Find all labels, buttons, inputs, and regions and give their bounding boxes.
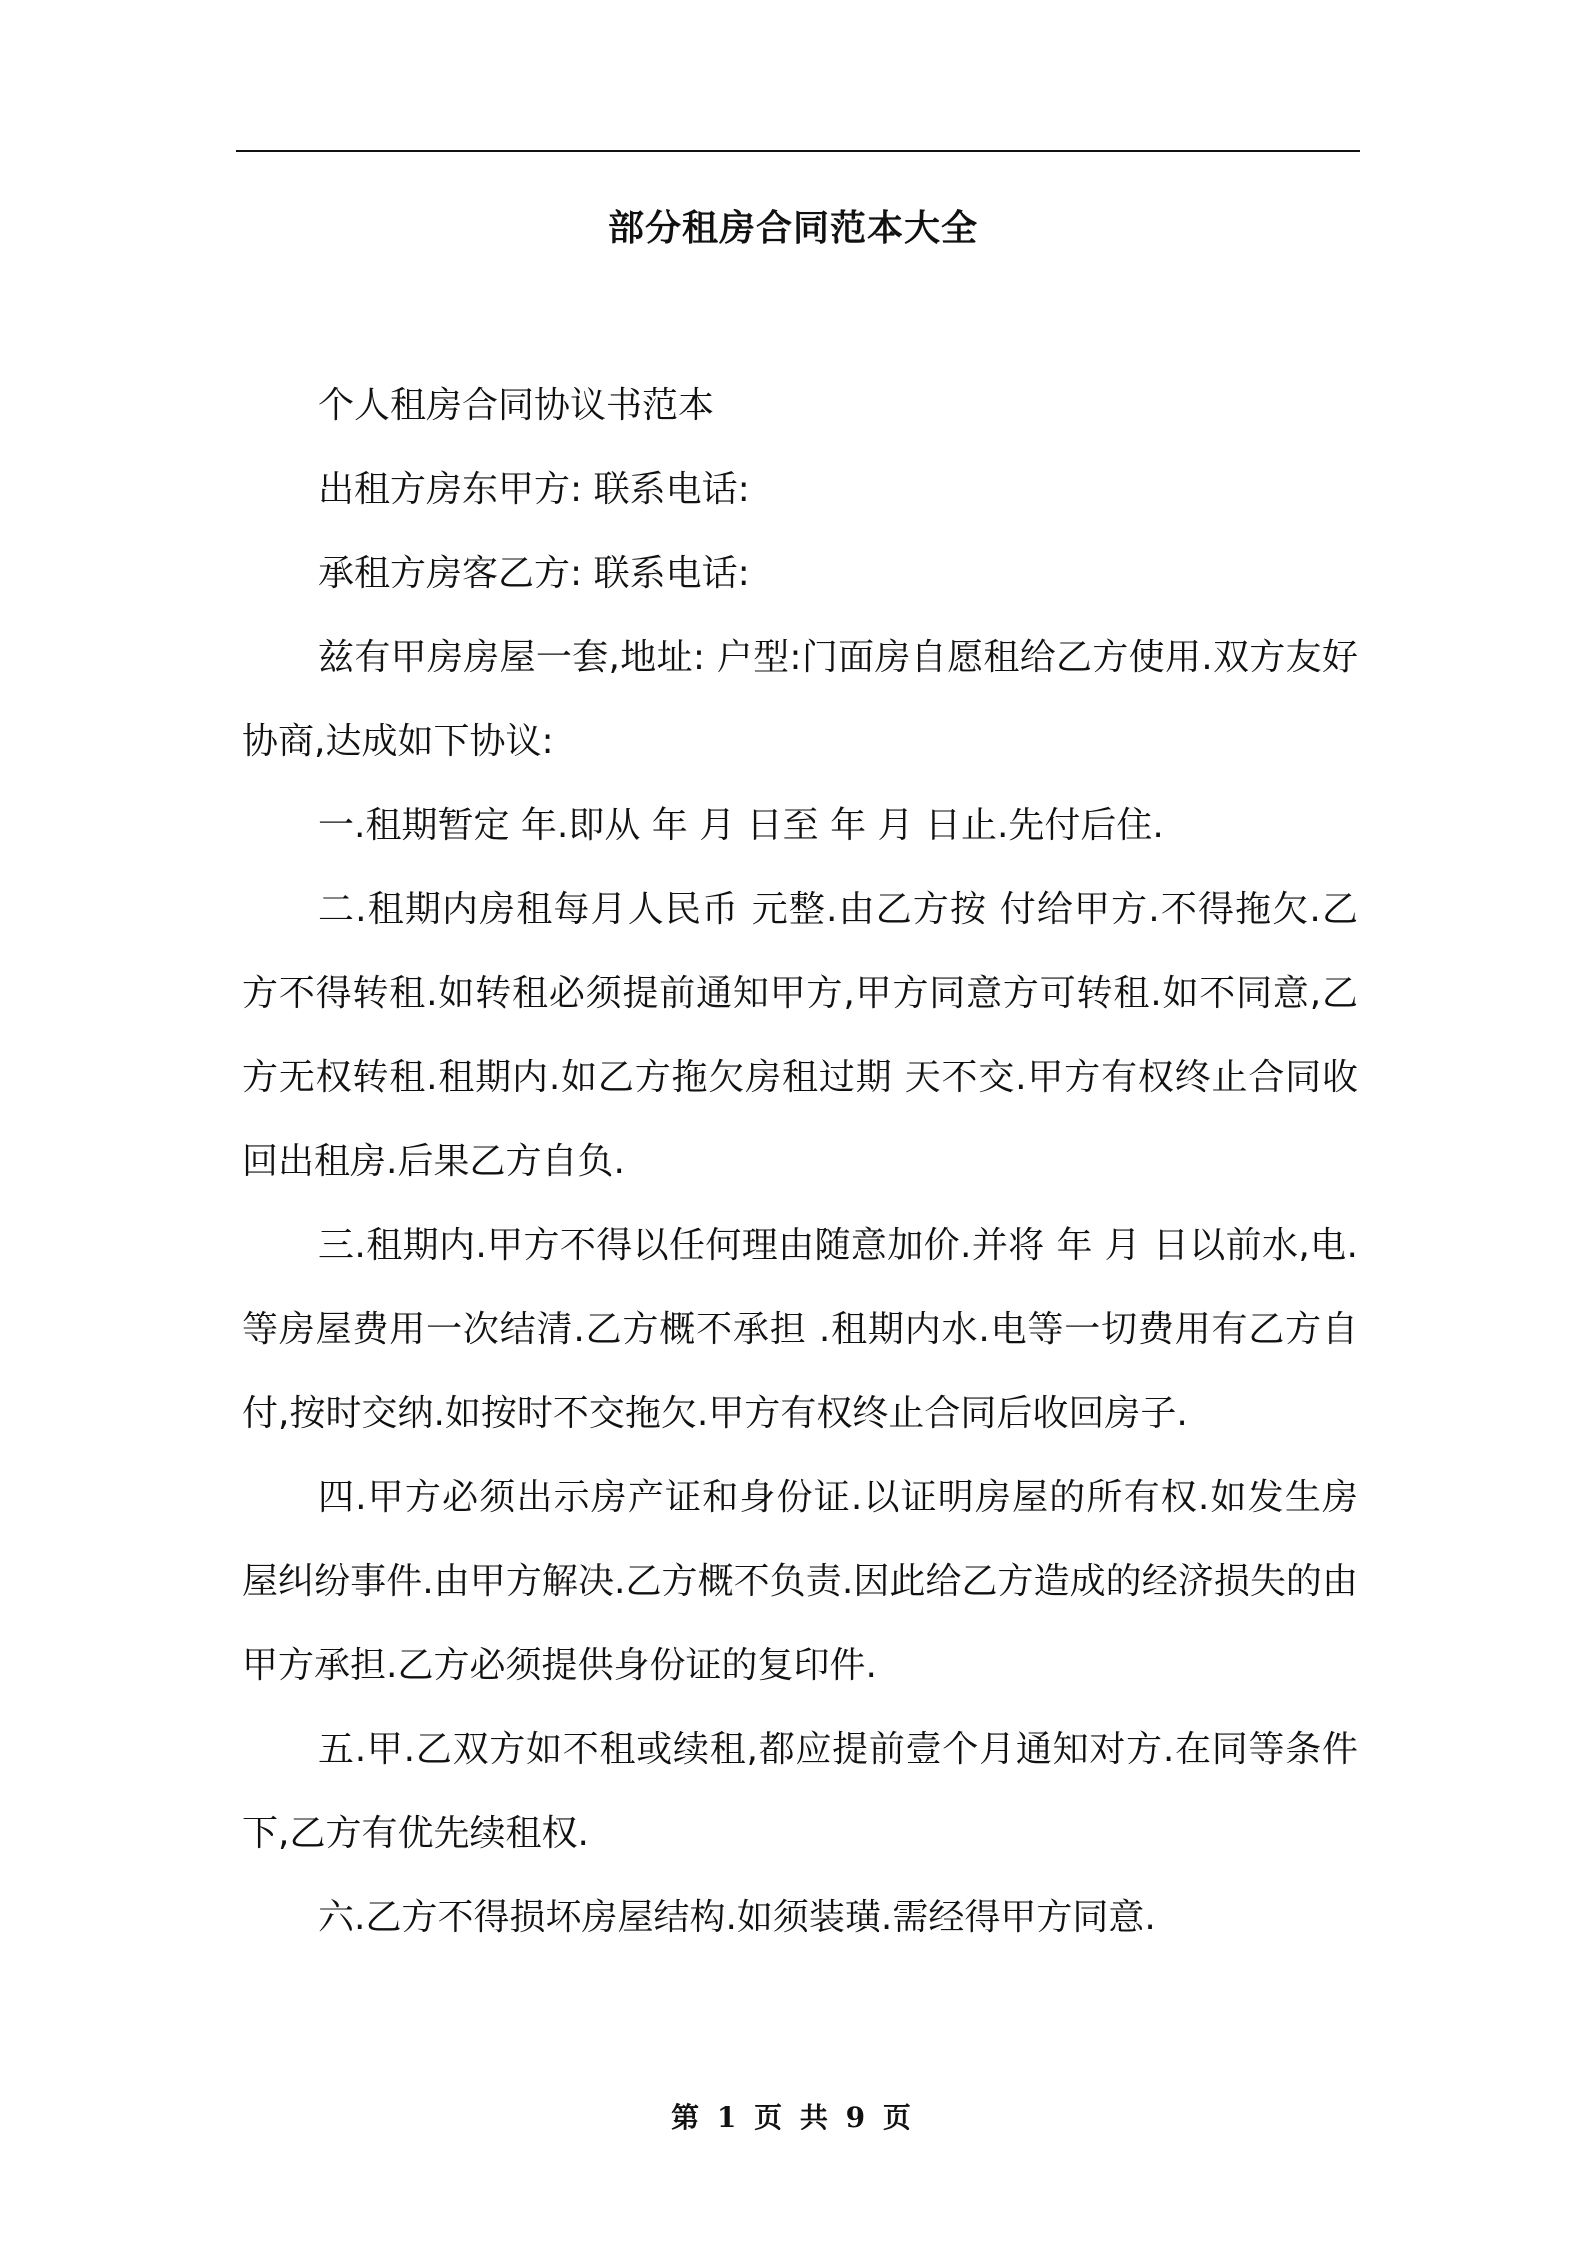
document-title: 部分租房合同范本大全 [607,208,978,249]
clause-5: 五.甲.乙双方如不租或续租,都应提前壹个月通知对方.在同等条件下,乙方有优先续租权. [242,1729,1358,1854]
paragraph-tenant: 承租方房客乙方: 联系电话: [318,553,750,594]
paragraph-preamble: 兹有甲房房屋一套,地址: 户型:门面房自愿租给乙方使用.双方友好协商,达成如下协议: [242,637,1358,762]
clause-4: 四.甲方必须出示房产证和身份证.以证明房屋的所有权.如发生房屋纠纷事件.由甲方解决.乙方概不负责.因此给乙方造成的经济损失的由甲方承担.乙方必须提供身份证的复印件. [242,1477,1358,1686]
document-body [242,364,1358,1960]
clause-2: 二.租期内房租每月人民币 元整.由乙方按 付给甲方.不得拖欠.乙方不得转租.如转租必须提前通知甲方,甲方同意方可转租.如不同意,乙方无权转租.租期内.如乙方拖欠房租过期 天不交.甲方有权终止合同收回出租房.后果乙方自负. [242,889,1358,1182]
clause-3: 三.租期内.甲方不得以任何理由随意加价.并将 年 月 日以前水,电.等房屋费用一次结清.乙方概不承担 .租期内水.电等一切费用有乙方自付,按时交纳.如按时不交拖欠.甲方有权终止合同后收回房子. [242,1225,1358,1434]
page-number: 第 1 页 共 9 页 [671,2101,915,2134]
paragraph-landlord: 出租方房东甲方: 联系电话: [318,469,750,510]
clause-6: 六.乙方不得损坏房屋结构.如须装璜.需经得甲方同意. [318,1897,1156,1938]
header-rule [236,150,1360,152]
paragraph-subtitle: 个人租房合同协议书范本 [318,385,715,426]
clause-1: 一.租期暂定 年.即从 年 月 日至 年 月 日止.先付后住. [318,805,1164,846]
